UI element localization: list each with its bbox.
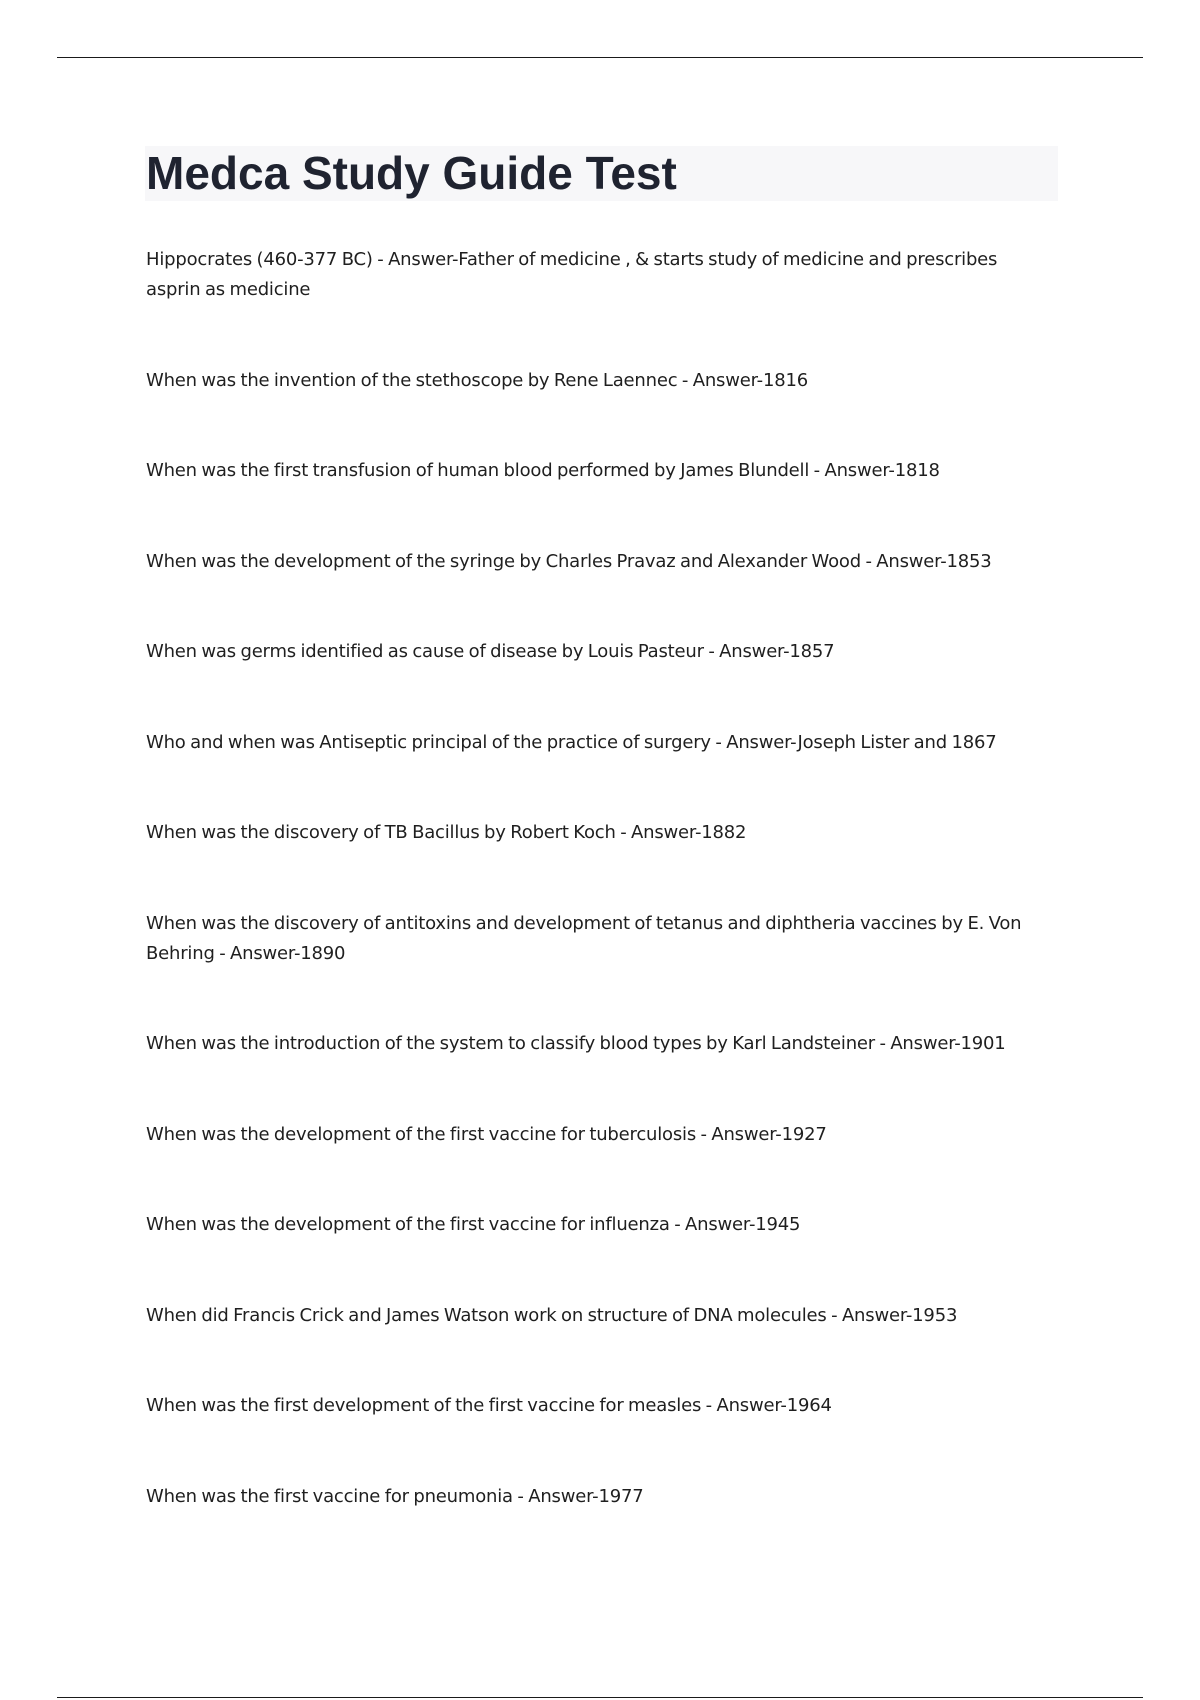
qa-item: When was the discovery of TB Bacillus by Robert Koch - Answer-1882 [146, 822, 747, 843]
qa-item: When was the first transfusion of human blood performed by James Blundell - Answer-1818 [146, 460, 940, 481]
qa-item: When was the development of the first vaccine for influenza - Answer-1945 [146, 1214, 801, 1235]
qa-item: When was the first vaccine for pneumonia - Answer-1977 [146, 1485, 644, 1507]
qa-list [146, 245, 1056, 1572]
qa-item: When was the invention of the stethoscope by Rene Laennec - Answer-1816 [146, 369, 808, 391]
qa-item: When was the development of the syringe by Charles Pravaz and Alexander Wood - Answer-1853 [146, 550, 992, 572]
page-title: Medca Study Guide Test [146, 147, 677, 199]
qa-item: Who and when was Antiseptic principal of the practice of surgery - Answer-Joseph Lister and 1867 [146, 731, 997, 753]
bottom-rule [57, 1697, 1143, 1698]
qa-item: When was germs identified as cause of disease by Louis Pasteur - Answer-1857 [146, 641, 835, 662]
qa-item: When did Francis Crick and James Watson work on structure of DNA molecules - Answer-1953 [146, 1304, 958, 1326]
qa-item: Hippocrates (460-377 BC) - Answer-Father of medicine , & starts study of medicine and prescribes asprin as medicine [146, 249, 998, 300]
top-rule [57, 57, 1143, 58]
qa-item: When was the development of the first vaccine for tuberculosis - Answer-1927 [146, 1123, 827, 1145]
qa-item: When was the discovery of antitoxins and development of tetanus and diphtheria vaccines by E. Von Behring - Answer-1890 [146, 912, 1022, 964]
qa-item: When was the introduction of the system to classify blood types by Karl Landsteiner - Answer-1901 [146, 1033, 1006, 1054]
qa-item: When was the first development of the first vaccine for measles - Answer-1964 [146, 1395, 832, 1416]
